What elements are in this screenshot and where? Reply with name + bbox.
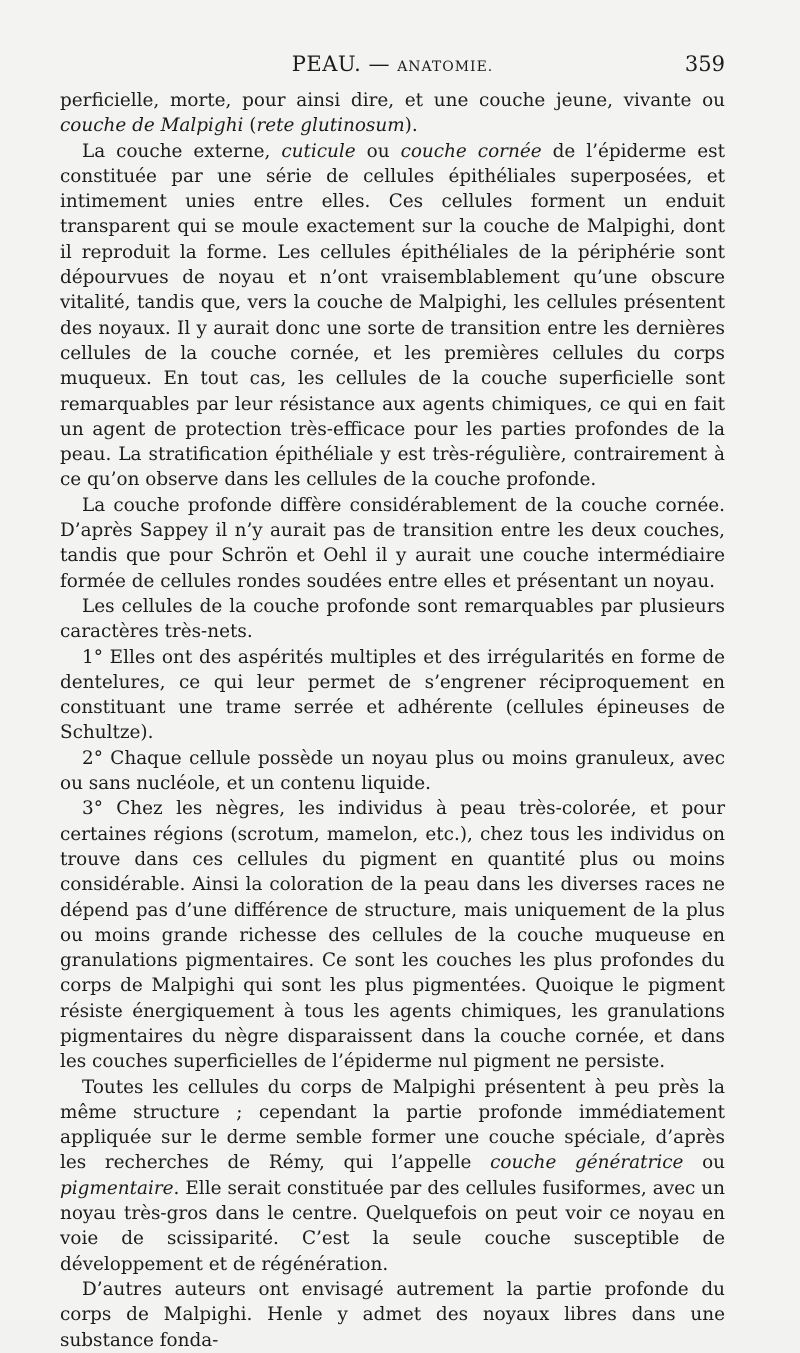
italic-term: couche de Malpighi	[60, 115, 244, 137]
running-title-main: PEAU. —	[291, 52, 390, 76]
paragraph	[60, 796, 725, 1074]
text-run: D’autres auteurs ont envisagé autrement la partie profonde du corps de Malpighi. Henle y admet des noyaux libres dans une substance fonda-	[60, 1278, 725, 1351]
paragraph	[60, 746, 725, 797]
text-run: 3° Chez les nègres, les individus à peau très-colorée, et pour certaines régions (scrotum, mamelon, etc.), chez tous les individus on trouve dans ces cellules du pigment en quantité plus ou moins considérable. Ainsi la coloration de la peau dans les diverses races ne dépend pas d’une différence de structure, mais uniquement de la plus ou moins grande richesse des cellules de la couche muqueuse en granulations pigmentaires. Ce sont les couches les plus profondes du corps de Malpighi qui sont les plus pigmentées. Quoique le pigment résiste énergiquement à tous les agents chimiques, les granulations pigmentaires du nègre disparaissent dans la couche cornée, et dans les couches superficielles de l’épiderme nul pigment ne persiste.	[60, 798, 725, 1073]
text-run: Toutes les cellules du corps de Malpighi présentent à peu près la même structure ; cependant la partie profonde immédiatement appliquée sur le derme semble former une couche spéciale, d’après les recherches de Rémy, qui l’appelle	[60, 1076, 725, 1174]
text-run: 1° Elles ont des aspérités multiples et des irrégularités en forme de dentelures, ce qui leur permet de s’engrener réciproquement en constituant une trame serrée et adhérente (cellules épineuses de Schultze).	[60, 646, 725, 744]
running-title	[60, 52, 725, 76]
paragraph	[60, 1075, 725, 1277]
text-run: 2° Chaque cellule possède un noyau plus ou moins granuleux, avec ou sans nucléole, et un contenu liquide.	[60, 747, 725, 795]
text-run: La couche profonde diffère considérablement de la couche cornée. D’après Sappey il n’y aurait pas de transition entre les deux couches, tandis que pour Schrön et Oehl il y aurait une couche intermédiaire formée de cellules rondes soudées entre elles et présentant un noyau.	[60, 494, 725, 592]
text-run: La couche externe,	[82, 140, 282, 162]
paragraph	[60, 139, 725, 493]
paragraph	[60, 594, 725, 645]
paragraph	[60, 493, 725, 594]
italic-term: cuticule	[281, 140, 356, 162]
italic-term: pigmentaire	[60, 1177, 174, 1199]
paragraph	[60, 645, 725, 746]
italic-term: couche cornée	[400, 140, 542, 162]
running-title-section: ANATOMIE.	[397, 59, 494, 75]
italic-term: rete glutinosum	[256, 115, 405, 137]
text-run: ).	[404, 115, 418, 137]
text-run: perficielle, morte, pour ainsi dire, et une couche jeune, vivante ou	[60, 90, 725, 111]
text-run: (	[243, 115, 257, 137]
text-run: . Elle serait constituée par des cellules fusiformes, avec un noyau très-gros dans le centre. Quelquefois on peut voir ce noyau en voie de scissiparité. C’est la seule couche susceptible de développement et de régénération.	[60, 1177, 725, 1275]
paragraph	[60, 88, 725, 139]
paragraph	[60, 1277, 725, 1353]
page-number: 359	[684, 52, 725, 76]
text-run: de l’épiderme est constituée par une série de cellules épithéliales superposées, et intimement unies entre elles. Ces cellules forment un enduit transparent qui se moule exactement sur la couche de Malpighi, dont il reproduit la forme. Les cellules épithéliales de la périphérie sont dépourvues de noyau et n’ont vraisemblablement qu’une obscure vitalité, tandis que, vers la couche de Malpighi, les cellules présentent des noyaux. Il y aurait donc une sorte de transition entre les dernières cellules de la couche cornée, et les premières cellules du corps muqueux. En tout cas, les cellules de la couche superficielle sont remarquables par leur résistance aux agents chimiques, ce qui en fait un agent de protection très-efficace pour les parties profondes de la peau. La stratification épithéliale y est très-régulière, contrairement à ce qu’on observe dans les cellules de la couche profonde.	[60, 140, 725, 491]
text-run: ou	[683, 1152, 725, 1174]
text-run: Les cellules de la couche profonde sont remarquables par plusieurs caractères très-nets.	[60, 595, 725, 643]
text-run: ou	[355, 140, 401, 162]
italic-term: couche génératrice	[490, 1152, 684, 1174]
body-text	[60, 88, 725, 1353]
running-header	[60, 52, 725, 82]
